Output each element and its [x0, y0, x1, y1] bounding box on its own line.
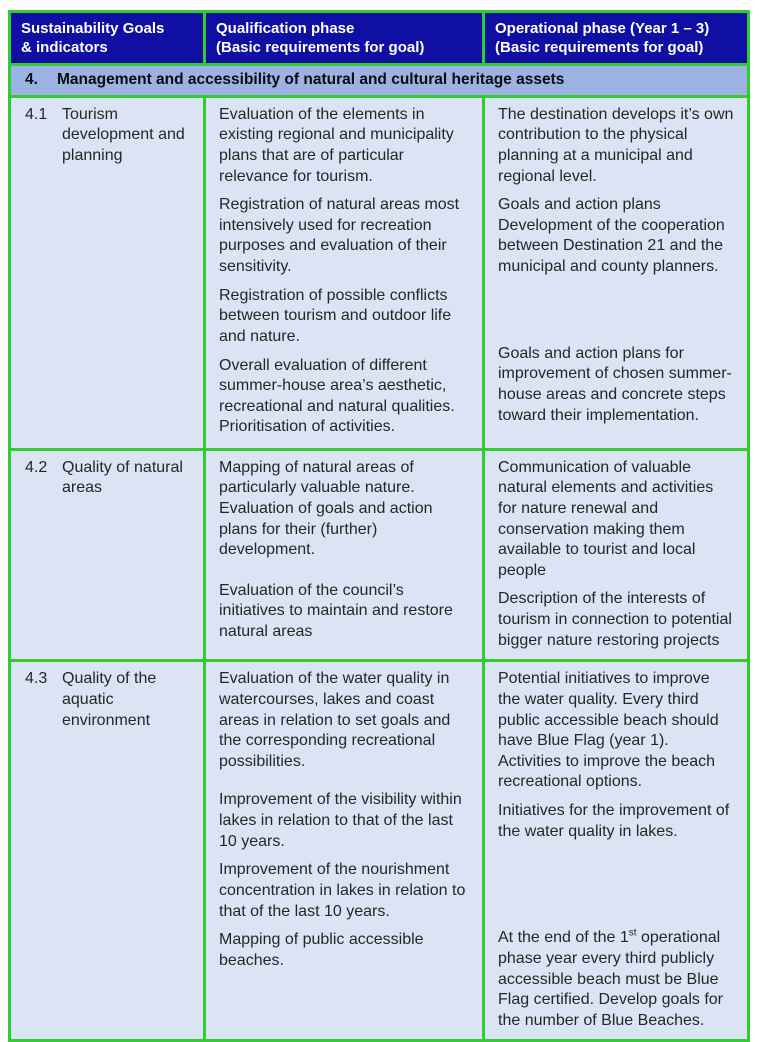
header-line: Qualification phase	[216, 20, 355, 37]
paragraph-text: At the end of the 1	[498, 929, 629, 947]
row-number: 4.1	[25, 105, 48, 123]
paragraph: The destination develops it’s own contribution to the physical planning at a municipal and regional level.	[498, 105, 734, 185]
paragraph: Initiatives for the improvement of the water quality in lakes.	[498, 802, 730, 840]
header-col-operational	[485, 13, 747, 63]
goal-label: Quality of natural areas	[62, 458, 183, 497]
row-4-2-qualification-cell	[206, 451, 482, 660]
ordinal-superscript: st	[628, 927, 637, 939]
row-4-1-qualification-cell	[206, 98, 482, 448]
goal-label: Tourism development and planning	[62, 105, 185, 164]
section-title: Management and accessibility of natural and cultural heritage assets	[57, 71, 565, 89]
paragraph: Goals and action plans Development of the cooperation between Destination 21 and the municipal and county planners.	[498, 196, 725, 276]
row-4-3-goal-cell	[11, 662, 203, 1039]
goal-label: Quality of the aquatic environment	[62, 670, 157, 729]
paragraph: Improvement of the nourishment concentration in lakes in relation to that of the last 10 years.	[219, 861, 466, 920]
row-4-2-goal-cell	[11, 451, 203, 660]
row-4-3-qualification-cell	[206, 662, 482, 1039]
header-line: (Basic requirements for goal)	[495, 39, 704, 57]
header-line: Sustainability Goals	[21, 20, 165, 37]
paragraph: Potential initiatives to improve the water quality. Every third public accessible beach should have Blue Flag (year 1). Activities to improve the beach recreational options.	[498, 670, 719, 791]
section-row-heritage-assets	[11, 66, 747, 95]
paragraph: Overall evaluation of different summer-house area’s aesthetic, recreational and natural qualities. Prioritisation of activities.	[219, 356, 455, 436]
paragraph: Communication of valuable natural elements and activities for nature renewal and conservation making them available to tourist and local people	[498, 458, 714, 579]
paragraph: Evaluation of the council’s initiatives to maintain and restore natural areas	[219, 581, 453, 641]
row-number: 4.2	[25, 458, 48, 476]
row-4-2-operational-cell	[485, 451, 747, 660]
header-col-goals	[11, 13, 203, 63]
paragraph: Evaluation of the water quality in watercourses, lakes and coast areas in relation to set goals and the corresponding recreational possibilities.	[219, 670, 451, 770]
paragraph: Description of the interests of tourism in connection to potential bigger nature restoring projects	[498, 590, 732, 649]
paragraph: Goals and action plans for improvement of chosen summer-house areas and concrete steps toward their implementation.	[498, 344, 732, 424]
paragraph-text: operational phase year every third publicly accessible beach must be Blue Flag certified. Develop goals for the number of Blue Beaches.	[498, 929, 723, 1029]
paragraph: Registration of natural areas most intensively used for recreation purposes and evaluation of their sensitivity.	[219, 196, 460, 276]
header-line: Operational phase (Year 1 – 3)	[495, 20, 710, 37]
header-col-qualification	[206, 13, 482, 63]
row-4-1-goal-cell	[11, 98, 203, 448]
paragraph: Mapping of natural areas of particularly valuable nature. Evaluation of goals and action plans for their (further) development.	[219, 458, 433, 559]
row-number: 4.3	[25, 670, 48, 688]
row-4-3-operational-cell	[485, 662, 747, 1039]
paragraph: Evaluation of the elements in existing regional and municipality plans that are of particular relevance for tourism.	[219, 105, 454, 185]
header-line: & indicators	[21, 39, 108, 57]
paragraph: Registration of possible conflicts between tourism and outdoor life and nature.	[219, 286, 452, 345]
paragraph: Mapping of public accessible beaches.	[219, 931, 424, 969]
row-4-1-operational-cell	[485, 98, 747, 448]
sustainability-goals-table	[8, 10, 750, 1042]
paragraph: Improvement of the visibility within lakes in relation to that of the last 10 years.	[219, 791, 462, 850]
section-number: 4.	[25, 71, 38, 89]
header-line: (Basic requirements for goal)	[216, 39, 425, 57]
